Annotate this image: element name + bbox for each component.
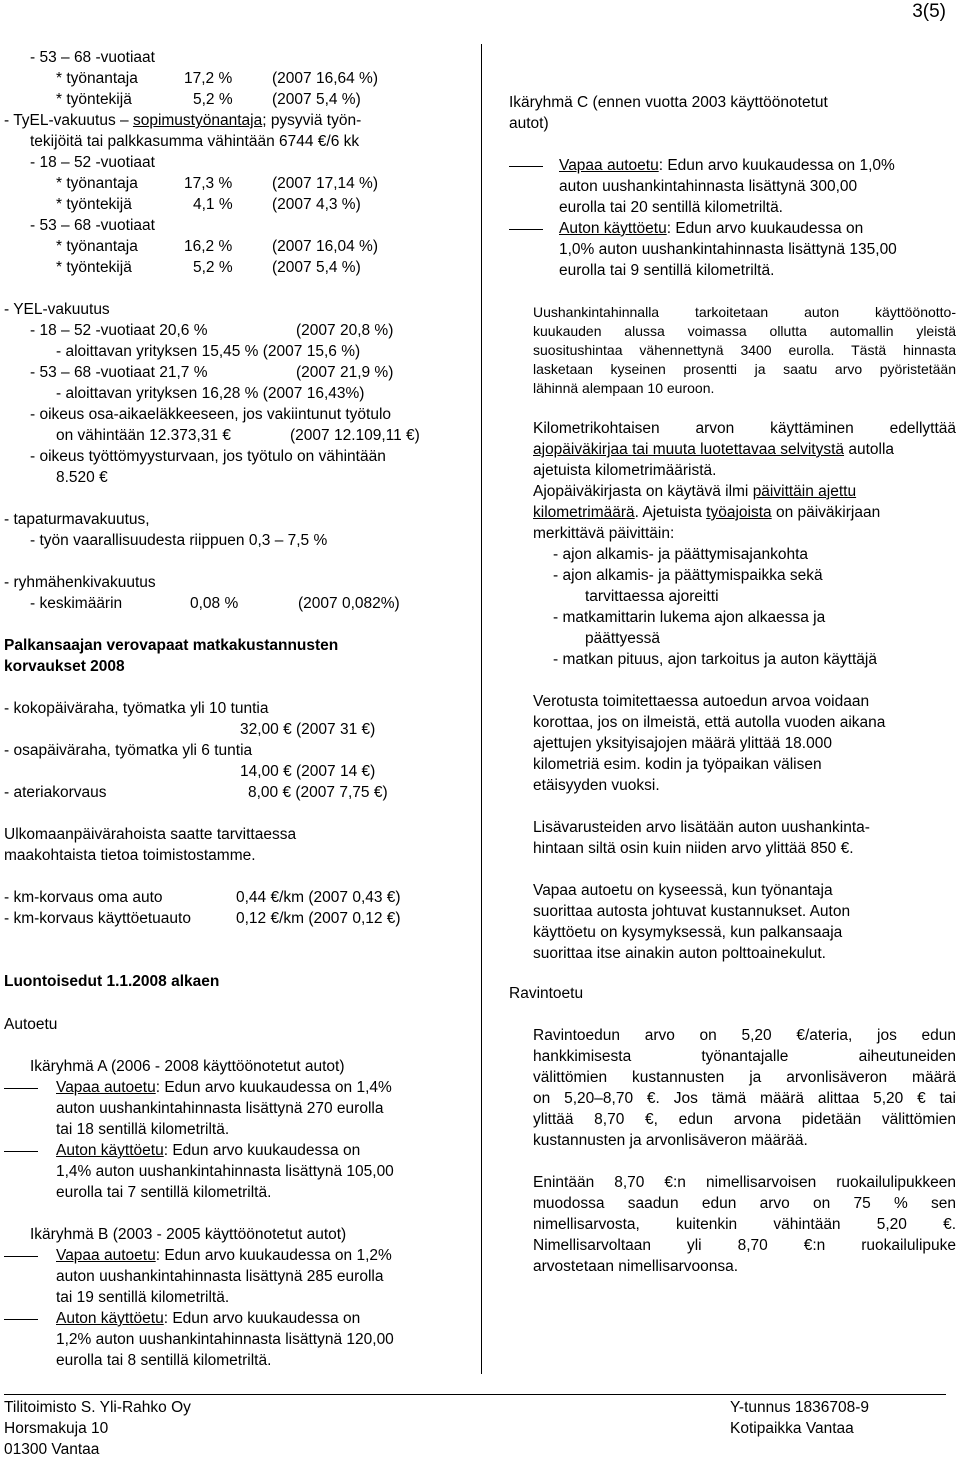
subsection-heading: Autoetu xyxy=(4,1016,58,1033)
footer-domicile: Kotipaikka Vantaa xyxy=(730,1420,854,1437)
text-line: 17,2 % xyxy=(184,70,233,87)
text-line: nimellisarvosta, kuitenkin vähintään 5,20 €. xyxy=(533,1216,956,1233)
text-line: arvostetaan nimellisarvoonsa. xyxy=(533,1258,739,1275)
footer-rule xyxy=(4,1394,946,1395)
text-line: kustannusten ja arvonlisäveron määrää. xyxy=(533,1132,808,1149)
text-line: ylittää 8,70 €, edun arvona pidetään välittömien xyxy=(533,1111,956,1128)
dash-bullet xyxy=(4,1088,38,1089)
text-line: - 53 – 68 -vuotiaat xyxy=(30,49,155,66)
text-line: 1,2% auton uushankintahinnasta lisättynä 120,00 xyxy=(56,1331,394,1348)
text-line: 32,00 € (2007 31 €) xyxy=(240,721,376,738)
text-line: merkittävä päivittäin: xyxy=(533,525,675,542)
text-line: 16,2 % xyxy=(184,238,233,255)
text-line: Auton käyttöetu: Edun arvo kuukaudessa on xyxy=(56,1310,361,1327)
text-line: - km-korvaus käyttöetuauto xyxy=(4,910,191,927)
text-line: maakohtaista tietoa toimistostamme. xyxy=(4,847,256,864)
list-item: - ajon alkamis- ja päättymispaikka sekä xyxy=(553,567,823,584)
text-line: 4,1 % xyxy=(193,196,233,213)
text-line: 0,08 % xyxy=(190,595,239,612)
section-heading: korvaukset 2008 xyxy=(4,658,125,675)
text-line: 0,44 €/km (2007 0,43 €) xyxy=(236,889,401,906)
text-line: tekijöitä tai palkkasumma vähintään 6744 €/6 kk xyxy=(30,133,360,150)
text-line: tai 18 sentillä kilometriltä. xyxy=(56,1121,230,1138)
text-line: Auton käyttöetu: Edun arvo kuukaudessa on xyxy=(56,1142,361,1159)
text-line: Lisävarusteiden arvo lisätään auton uushankinta- xyxy=(533,819,870,836)
text-line: * työnantaja xyxy=(56,70,138,87)
list-item: - ajon alkamis- ja päättymisajankohta xyxy=(553,546,809,563)
text-line: * työntekijä xyxy=(56,196,132,213)
text-line: - 18 – 52 -vuotiaat xyxy=(30,154,155,171)
group-heading: Ikäryhmä A (2006 - 2008 käyttöönotetut autot) xyxy=(30,1058,345,1075)
dash-bullet xyxy=(509,166,543,167)
footer-business-id: Y-tunnus 1836708-9 xyxy=(730,1399,870,1416)
text-line: (2007 0,082%) xyxy=(298,595,400,612)
text-line: eurolla tai 7 sentillä kilometriltä. xyxy=(56,1184,272,1201)
text-line: kilometrimäärä. Ajetuista työajoista on päiväkirjaan xyxy=(533,504,881,521)
text-line: (2007 5,4 %) xyxy=(272,259,361,276)
text-line: * työnantaja xyxy=(56,238,138,255)
text-line: Vapaa autoetu: Edun arvo kuukaudessa on 1,0% xyxy=(559,157,895,174)
text-line: eurolla tai 9 sentillä kilometriltä. xyxy=(559,262,775,279)
text-line: - tapaturmavakuutus, xyxy=(4,511,150,528)
text-line: (2007 4,3 %) xyxy=(272,196,361,213)
text-line: (2007 17,14 %) xyxy=(272,175,378,192)
text-line: lasketaan kyseinen prosentti ja saatu arvo pyöristetään xyxy=(533,361,956,377)
text-line: Ulkomaanpäivärahoista saatte tarvittaessa xyxy=(4,826,297,843)
text-line: etäisyyden vuoksi. xyxy=(533,777,660,794)
column-divider xyxy=(481,44,482,1374)
text-line: suorittaa itse ainakin auton polttoainekulut. xyxy=(533,945,826,962)
text-line: - 53 – 68 -vuotiaat 21,7 % xyxy=(30,364,208,381)
text-line: Kilometrikohtaisen arvon käyttäminen edellyttää xyxy=(533,420,956,437)
text-line: Ajopäiväkirjasta on käytävä ilmi päivittäin ajettu xyxy=(533,483,857,500)
group-heading: Ikäryhmä C (ennen vuotta 2003 käyttöönotetut xyxy=(509,94,828,111)
dash-bullet xyxy=(4,1319,38,1320)
text-line: Nimellisarvoltaan yli 8,70 €:n ruokailulipuke xyxy=(533,1237,956,1254)
text-line: on vähintään 12.373,31 € xyxy=(56,427,231,444)
page-number: 3(5) xyxy=(912,1,946,22)
text-line: Enintään 8,70 €:n nimellisarvoisen ruokailulipukkeen xyxy=(533,1174,956,1191)
text-line: - aloittavan yrityksen 16,28 % (2007 16,43%) xyxy=(56,385,365,402)
text-line: - osapäiväraha, työmatka yli 6 tuntia xyxy=(4,742,253,759)
subsection-heading: Ravintoetu xyxy=(509,985,584,1002)
text-line: - ateriakorvaus xyxy=(4,784,107,801)
text-line: Verotusta toimitettaessa autoedun arvoa voidaan xyxy=(533,693,870,710)
text-line: (2007 20,8 %) xyxy=(296,322,394,339)
text-line: käyttöetu on kysymyksessä, kun palkansaaja xyxy=(533,924,843,941)
list-item: päättyessä xyxy=(585,630,660,647)
text-line: * työntekijä xyxy=(56,91,132,108)
text-line: * työnantaja xyxy=(56,175,138,192)
text-line: Vapaa autoetu: Edun arvo kuukaudessa on 1,4% xyxy=(56,1079,392,1096)
text-line: - oikeus osa-aikaeläkkeeseen, jos vakiintunut työtulo xyxy=(30,406,392,423)
text-line: (2007 21,9 %) xyxy=(296,364,394,381)
text-line: - YEL-vakuutus xyxy=(4,301,110,318)
text-line: (2007 16,04 %) xyxy=(272,238,378,255)
text-line: ajopäiväkirjaa tai muuta luotettavaa selvitystä autolla xyxy=(533,441,895,458)
text-line: - kokopäiväraha, työmatka yli 10 tuntia xyxy=(4,700,269,717)
group-heading: autot) xyxy=(509,115,549,132)
text-line: Vapaa autoetu: Edun arvo kuukaudessa on 1,2% xyxy=(56,1247,392,1264)
text-line: - oikeus työttömyysturvaan, jos työtulo on vähintään xyxy=(30,448,386,465)
footer-city: 01300 Vantaa xyxy=(4,1441,100,1458)
text-line: välittömien kustannusten ja arvonlisäveron määrä xyxy=(533,1069,956,1086)
footer-company: Tilitoimisto S. Yli-Rahko Oy xyxy=(4,1399,191,1416)
text-line: 14,00 € (2007 14 €) xyxy=(240,763,376,780)
text-line: (2007 5,4 %) xyxy=(272,91,361,108)
text-line: 5,2 % xyxy=(193,91,233,108)
text-line: ajettujen yksityisajojen määrä ylittää 18.000 xyxy=(533,735,832,752)
text-line: - keskimäärin xyxy=(30,595,123,612)
text-line: 8.520 € xyxy=(56,469,108,486)
text-line: hankkimisesta työnantajalle aiheutuneiden xyxy=(533,1048,956,1065)
list-item: tarvittaessa ajoreitti xyxy=(585,588,719,605)
text-line: kuukauden alussa voimassa ollutta automallin yleistä xyxy=(533,323,956,339)
dash-bullet xyxy=(509,229,543,230)
text-line: - työn vaarallisuudesta riippuen 0,3 – 7,5 % xyxy=(30,532,328,549)
list-item: - matkan pituus, ajon tarkoitus ja auton käyttäjä xyxy=(553,651,877,668)
dash-bullet xyxy=(4,1256,38,1257)
group-heading: Ikäryhmä B (2003 - 2005 käyttöönotetut autot) xyxy=(30,1226,347,1243)
text-line: - TyEL-vakuutus – sopimustyönantaja; pysyviä työn- xyxy=(4,112,362,129)
text-line: eurolla tai 20 sentillä kilometriltä. xyxy=(559,199,783,216)
text-line: - 18 – 52 -vuotiaat 20,6 % xyxy=(30,322,208,339)
text-line: * työntekijä xyxy=(56,259,132,276)
text-line: auton uushankintahinnasta lisättynä 270 eurolla xyxy=(56,1100,384,1117)
list-item: - matkamittarin lukema ajon alkaessa ja xyxy=(553,609,826,626)
text-line: 1,0% auton uushankintahinnasta lisättynä 135,00 xyxy=(559,241,897,258)
section-heading: Palkansaajan verovapaat matkakustannusten xyxy=(4,637,339,654)
text-line: tai 19 sentillä kilometriltä. xyxy=(56,1289,230,1306)
text-line: hintaan siltä osin kuin niiden arvo ylittää 850 €. xyxy=(533,840,854,857)
text-line: 5,2 % xyxy=(193,259,233,276)
text-line: Ravintoedun arvo on 5,20 €/ateria, jos edun xyxy=(533,1027,956,1044)
footer-street: Horsmakuja 10 xyxy=(4,1420,109,1437)
text-line: Uushankintahinnalla tarkoitetaan auton käyttöönotto- xyxy=(533,304,956,320)
section-heading: Luontoisedut 1.1.2008 alkaen xyxy=(4,973,220,990)
text-line: 0,12 €/km (2007 0,12 €) xyxy=(236,910,401,927)
text-line: - 53 – 68 -vuotiaat xyxy=(30,217,155,234)
text-line: - aloittavan yrityksen 15,45 % (2007 15,6 %) xyxy=(56,343,361,360)
text-line: kilometriä esim. kodin ja työpaikan välisen xyxy=(533,756,822,773)
text-line: muodossa saadun edun arvo on 75 % sen xyxy=(533,1195,956,1212)
text-line: (2007 16,64 %) xyxy=(272,70,378,87)
text-line: auton uushankintahinnasta lisättynä 285 eurolla xyxy=(56,1268,384,1285)
text-line: 8,00 € (2007 7,75 €) xyxy=(248,784,388,801)
text-line: auton uushankintahinnasta lisättynä 300,00 xyxy=(559,178,858,195)
text-line: eurolla tai 8 sentillä kilometriltä. xyxy=(56,1352,272,1369)
text-line: korottaa, jos on ilmeistä, että autolla vuoden aikana xyxy=(533,714,886,731)
text-line: on 5,20–8,70 €. Jos tämä määrä alittaa 5,20 € tai xyxy=(533,1090,956,1107)
text-line: Auton käyttöetu: Edun arvo kuukaudessa on xyxy=(559,220,864,237)
text-line: suorittaa autosta johtuvat kustannukset. Auton xyxy=(533,903,851,920)
text-line: (2007 12.109,11 €) xyxy=(290,427,420,444)
text-line: 17,3 % xyxy=(184,175,233,192)
text-line: 1,4% auton uushankintahinnasta lisättynä 105,00 xyxy=(56,1163,394,1180)
text-line: lähinnä alempaan 10 euroon. xyxy=(533,380,715,396)
text-line: ajetuista kilometrimääristä. xyxy=(533,462,717,479)
text-line: Vapaa autoetu on kyseessä, kun työnantaja xyxy=(533,882,833,899)
text-line: - km-korvaus oma auto xyxy=(4,889,163,906)
text-line: - ryhmähenkivakuutus xyxy=(4,574,156,591)
dash-bullet xyxy=(4,1151,38,1152)
text-line: suositushintaa vähennettynä 3400 eurolla. Tästä hinnasta xyxy=(533,342,956,358)
